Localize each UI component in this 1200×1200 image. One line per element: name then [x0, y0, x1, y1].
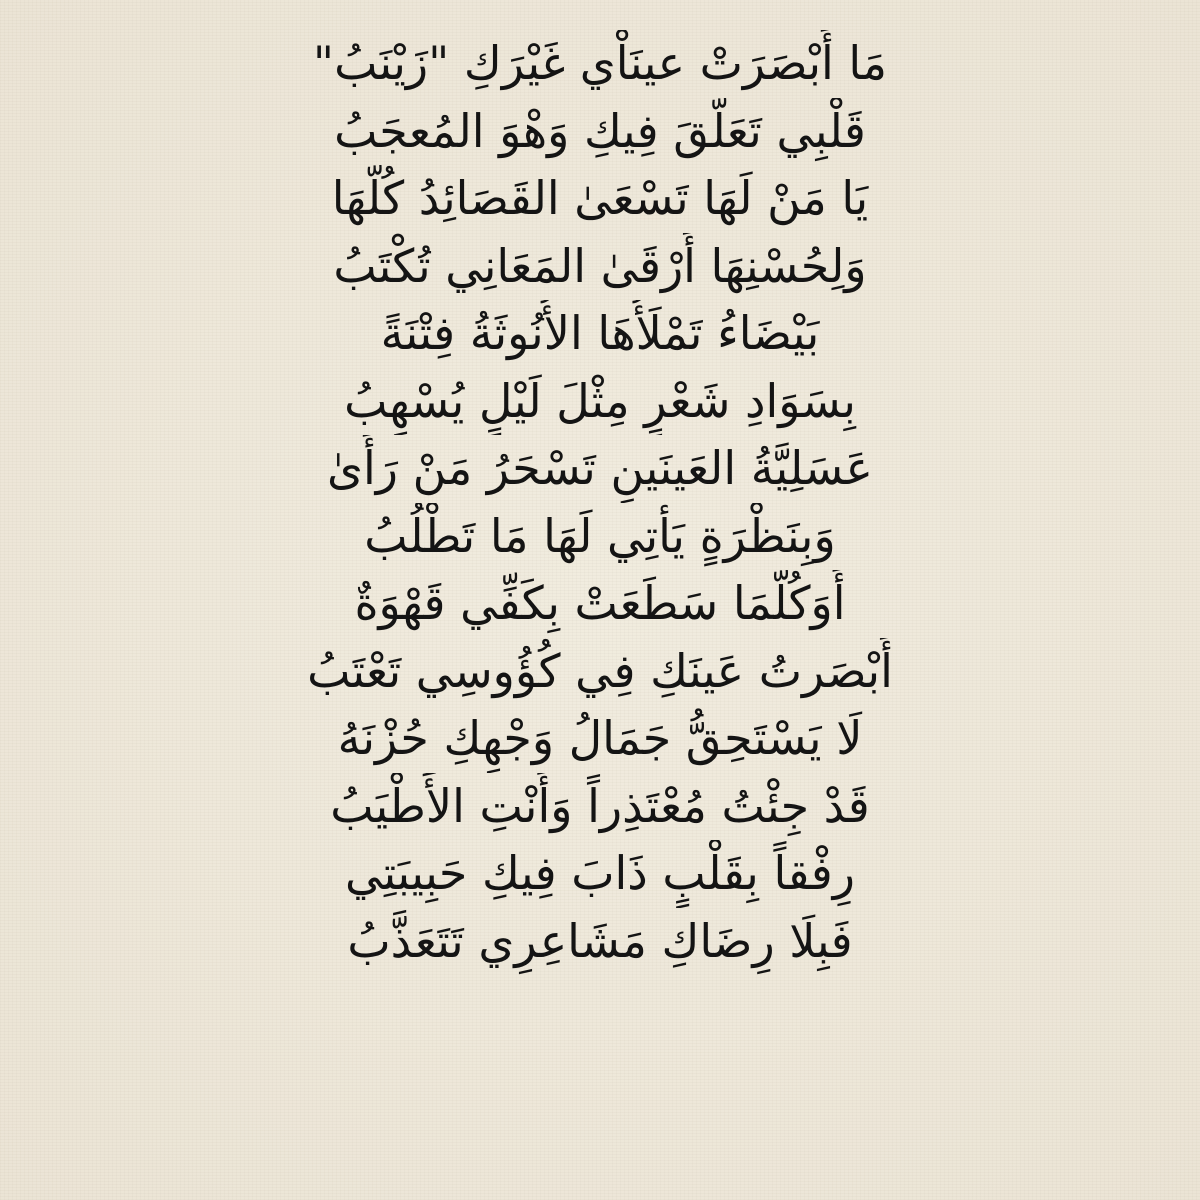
poem-line: أَوَكُلَّمَا سَطَعَتْ بِكَفِّي قَهْوَةٌ	[354, 576, 846, 630]
poem-line: وَلِحُسْنِهَا أَرْقَىٰ المَعَانِي تُكْتَبُ	[333, 238, 867, 293]
poem-line: بِسَوَادِ شَعْرٍ مِثْلَ لَيْلٍ يُسْهِبُ	[344, 373, 856, 428]
poem-line: قَدْ جِئْتُ مُعْتَذِراً وَأَنْتِ الأَطْيَبُ	[330, 778, 870, 833]
poem-line: مَا أَبْصَرَتْ عينَاْي غَيْرَكِ "زَيْنَبُ"	[312, 36, 888, 90]
poem-line: أَبْصَرتُ عَينَكِ فِي كُؤُوسِي تَعْتَبُ	[307, 643, 893, 698]
poem-line: بَيْضَاءُ تَمْلَأُهَا الأُنُوثَةُ فِتْنَةً	[380, 306, 820, 360]
poem-line: يَا مَنْ لَهَا تَسْعَىٰ القَصَائِدُ كُلُّهَا	[331, 171, 869, 225]
poem-line: لَا يَسْتَحِقُّ جَمَالُ وَجْهِكِ حُزْنَهُ	[337, 711, 863, 765]
poem-verses	[200, 30, 1000, 975]
poem-line: رِفْقاً بِقَلْبٍ ذَابَ فِيكِ حَبِيبَتِي	[345, 846, 855, 900]
poem-line: قَلْبِي تَعَلَّقَ فِيكِ وَهْوَ المُعجَبُ	[334, 103, 866, 158]
poem-line: عَسَلِيَّةُ العَينَينِ تَسْحَرُ مَنْ رَأَىٰ	[327, 441, 873, 495]
poem-line: فَبِلَا رِضَاكِ مَشَاعِرِي تَتَعَذَّبُ	[347, 913, 853, 968]
poem-line: وَبِنَظْرَةٍ يَأْتِي لَهَا مَا تَطْلُبُ	[364, 508, 836, 563]
